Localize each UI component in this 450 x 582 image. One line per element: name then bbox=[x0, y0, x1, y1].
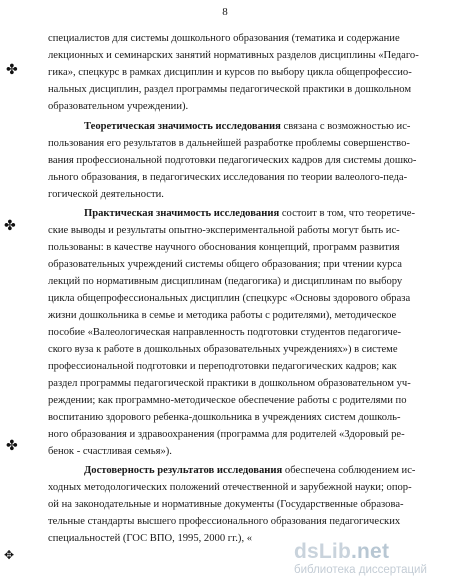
watermark-logo bbox=[294, 540, 444, 578]
watermark-logo-suffix: .net bbox=[351, 540, 390, 563]
bold-lead: Достоверность результатов исследования bbox=[84, 465, 283, 476]
text-line: ного образования и здравоохранения (программа для родителей «Здоровый ре- bbox=[48, 429, 405, 440]
text-line: нальных дисциплин, раздел программы педагогической практики в дошкольном bbox=[48, 84, 412, 95]
text-line bbox=[48, 462, 416, 479]
text-line: образовательных учреждений системы общего образования; при чтении курса bbox=[48, 259, 402, 270]
scan-mark-icon: ✤ bbox=[6, 63, 18, 78]
paragraph-theoretical-significance bbox=[48, 118, 417, 203]
page-number: 8 bbox=[222, 6, 228, 18]
text-line: раздел программы педагогической практики в дошкольном образовательном уч- bbox=[48, 378, 411, 389]
text-line: ходных методологических положений отечественной и зарубежной науки; опор- bbox=[48, 482, 412, 493]
text-line: воспитанию здорового ребенка-дошкольника в учреждениях систем дошколь- bbox=[48, 412, 401, 423]
text-line: профессиональной подготовки и переподготовки педагогических кадров; как bbox=[48, 361, 397, 372]
scan-mark-icon: ✥ bbox=[4, 548, 15, 562]
text-line bbox=[48, 118, 411, 135]
text-line: ского вуза к работе в дошкольных образовательных учреждениях») в системе bbox=[48, 344, 398, 355]
text-line: пособие «Валеологическая направленность подготовки студентов педагогиче- bbox=[48, 327, 402, 338]
text-line bbox=[48, 205, 416, 222]
text-line: вания профессиональной подготовки педагогических кадров для системы дошко- bbox=[48, 155, 417, 166]
text-line: пользованы: в качестве научного обоснования концепций, программ развития bbox=[48, 242, 400, 253]
text-line: лекций по нормативным дисциплинам (педагогика) и дисциплинам по выбору bbox=[48, 276, 403, 287]
text-span: обеспечена соблюдением ис- bbox=[282, 465, 416, 476]
bold-lead: Практическая значимость исследования bbox=[84, 208, 280, 219]
text-line: льного образования, в педагогических исследования по теории валеолого-педа- bbox=[48, 172, 408, 183]
paragraph-practical-significance bbox=[48, 205, 416, 460]
text-line: специальностей (ГОС ВПО, 1995, 2000 гг.), « bbox=[48, 533, 253, 544]
text-line: специалистов для системы дошкольного образования (тематика и содержание bbox=[48, 33, 400, 44]
paragraph-reliability bbox=[48, 462, 416, 547]
paragraph-1 bbox=[48, 30, 419, 115]
text-line: ские выводы и результаты опытно-экспериментальной работы могут быть ис- bbox=[48, 225, 400, 236]
bold-lead: Теоретическая значимость исследования bbox=[84, 121, 281, 132]
text-line: реждении; как программно-методическое обеспечение работы с родителями по bbox=[48, 395, 407, 406]
scan-mark-icon: ✤ bbox=[4, 219, 16, 234]
text-line: жизни дошкольника в семье и методика работы с родителями), методическое bbox=[48, 310, 397, 321]
watermark-logo-main: dsLib bbox=[294, 540, 351, 563]
watermark-logo-text bbox=[294, 540, 389, 564]
text-line: цикла общепрофессиональных дисциплин (спецкурс «Основы здорового образа bbox=[48, 293, 411, 304]
text-span: состоит в том, что теоретиче- bbox=[279, 208, 416, 219]
scan-mark-icon: ✤ bbox=[6, 439, 18, 454]
text-line: лекционных и семинарских занятий нормативных разделов дисциплины «Педаго- bbox=[48, 50, 419, 61]
text-line: тельные стандарты высшего профессионального образования педагогических bbox=[48, 516, 401, 527]
watermark-subtitle: библиотека диссертаций bbox=[294, 564, 427, 576]
text-span: связана с возможностью ис- bbox=[280, 121, 411, 132]
text-line: образовательном учреждении). bbox=[48, 101, 189, 112]
text-line: бенок - счастливая семья»). bbox=[48, 446, 172, 457]
text-line: гика», спецкурс в рамках дисциплин и курсов по выбору цикла общепрофессио- bbox=[48, 67, 412, 78]
text-line: пользования его результатов в дальнейшей разработке проблемы совершенство- bbox=[48, 138, 410, 149]
text-line: ой на законодательные и нормативные документы (Государственные образова- bbox=[48, 499, 404, 510]
text-line: гогической деятельности. bbox=[48, 189, 164, 200]
